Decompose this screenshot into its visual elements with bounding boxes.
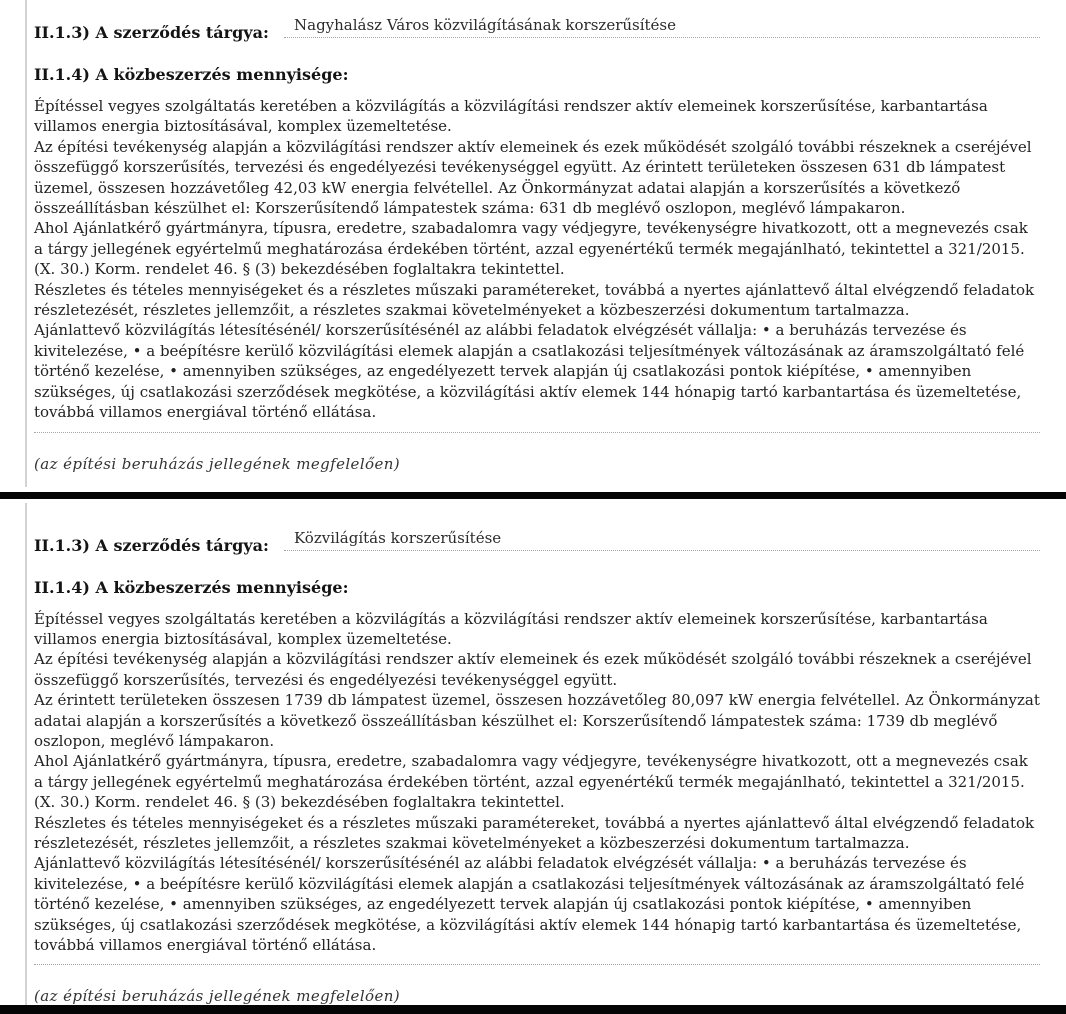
paragraph: Az építési tevékenység alapján a közvilágítási rendszer aktív elemeinek és ezek működését szolgáló további részeknek a cseréjével összefüggő korszerűsítés, tervezési és engedélyezési tevékenységgel együtt. (34, 650, 1032, 689)
contract-subject-row (34, 529, 1040, 556)
paragraph: Az érintett területeken összesen 1739 db lámpatest üzemel, összesen hozzávetőleg 80,097 kW energia felvétellel. Az Önkormányzat adatai alapján a korszerűsítés a következő összeállításban készülhet el: Korszerűsítendő lámpatestek száma: 1739 db meglévő oszlopon, meglévő lámpakaron. (34, 691, 1040, 750)
quantity-description (34, 96, 1040, 423)
dotted-rule (34, 431, 1040, 433)
quantity-heading: II.1.4) A közbeszerzés mennyisége: (34, 577, 349, 597)
construction-note: (az építési beruházás jellegének megfelelően) (34, 987, 401, 1006)
paragraph: Részletes és tételes mennyiségeket és a részletes műszaki paramétereket, továbbá a nyertes ajánlattevő által elvégzendő feladatok részletezését, részletes jellemzőit, a részletes szakmai követelményeket a közbeszerzési dokumentum tartalmazza. (34, 813, 1035, 852)
contract-subject-row (34, 16, 1040, 43)
section-divider (0, 492, 1066, 499)
paragraph: Ahol Ajánlatkérő gyártmányra, típusra, eredetre, szabadalomra vagy védjegyre, tevékenységre hivatkozott, ott a megnevezés csak a tárgy jellegének egyértelmű meghatározása érdekében történt, azzal egyenértékű termék megajánlható, tekintettel a 321/2015. (X. 30.) Korm. rendelet 46. § (3) bekezdésében foglaltakra tekintettel. (34, 752, 1028, 812)
paragraph: Részletes és tételes mennyiségeket és a részletes műszaki paramétereket, továbbá a nyertes ajánlattevő által elvégzendő feladatok részletezését, részletes jellemzőit, a részletes szakmai követelményeket a közbeszerzési dokumentum tartalmazza. (34, 280, 1035, 320)
notice-section-1 (25, 0, 1066, 487)
paragraph: Ahol Ajánlatkérő gyártmányra, típusra, eredetre, szabadalomra vagy védjegyre, tevékenységre hivatkozott, ott a megnevezés csak a tárgy jellegének egyértelmű meghatározása érdekében történt, azzal egyenértékű termék megajánlható, tekintettel a 321/2015. (X. 30.) Korm. rendelet 46. § (3) bekezdésében foglaltakra tekintettel. (34, 219, 1028, 279)
notice-section-2 (25, 503, 1066, 1014)
contract-subject-field (284, 529, 1040, 551)
paragraph: Ajánlattevő közvilágítás létesítésénél/ korszerűsítésénél az alábbi feladatok elvégzését vállalja: • a beruházás tervezése és kivitelezése, • a beépítésre kerülő közvilágítási elemek alapján a csatlakozási teljesítmények változásának az áramszolgáltató felé történő kezelése, • amennyiben szükséges, az engedélyezett tervek alapján új csatlakozási pontok kiépítése, • amennyiben szükséges, új csatlakozási szerződések megkötése, a közvilágítási aktív elemek 144 hónapig tartó karbantartása és üzemeltetése, továbbá villamos energiával történő ellátása. (34, 321, 1025, 422)
contract-subject-label: II.1.3) A szerződés tárgya: (34, 23, 269, 42)
contract-subject-value: Közvilágítás korszerűsítése (294, 528, 502, 547)
quantity-heading: II.1.4) A közbeszerzés mennyisége: (34, 65, 349, 84)
quantity-description (34, 609, 1040, 956)
paragraph: Építéssel vegyes szolgáltatás keretében a közvilágítás a közvilágítási rendszer aktív elemeinek korszerűsítése, karbantartása villamos energia biztosításával, komplex üzemeltetése. (34, 97, 988, 136)
paragraph: Az építési tevékenység alapján a közvilágítási rendszer aktív elemeinek és ezek működését szolgáló további részeknek a cseréjével összefüggő korszerűsítés, tervezési és engedélyezési tevékenységgel együtt. Az érintett területeken összesen 631 db lámpatest üzemel, összesen hozzávetőleg 42,03 kW energia felvétellel. Az Önkormányzat adatai alapján a korszerűsítés a következő összeállításban készülhet el: Korszerűsítendő lámpatestek száma: 631 db meglévő oszlopon, meglévő lámpakaron. (34, 137, 1032, 218)
bottom-divider (0, 1005, 1066, 1014)
dotted-rule (34, 963, 1040, 965)
paragraph: Ajánlattevő közvilágítás létesítésénél/ korszerűsítésénél az alábbi feladatok elvégzését vállalja: • a beruházás tervezése és kivitelezése, • a beépítésre kerülő közvilágítási elemek alapján a csatlakozási teljesítmények változásának az áramszolgáltató felé történő kezelése, • amennyiben szükséges, az engedélyezett tervek alapján új csatlakozási pontok kiépítése, • amennyiben szükséges, új csatlakozási szerződések megkötése, a közvilágítási aktív elemek 144 hónapig tartó karbantartása és üzemeltetése, továbbá villamos energiával történő ellátása. (34, 854, 1025, 954)
paragraph: Építéssel vegyes szolgáltatás keretében a közvilágítás a közvilágítási rendszer aktív elemeinek korszerűsítése, karbantartása villamos energia biztosításával, komplex üzemeltetése. (34, 609, 988, 648)
contract-subject-label: II.1.3) A szerződés tárgya: (34, 535, 269, 555)
construction-note: (az építési beruházás jellegének megfelelően) (34, 454, 401, 473)
contract-subject-field (284, 16, 1040, 38)
contract-subject-value: Nagyhalász Város közvilágításának korszerűsítése (294, 16, 677, 34)
